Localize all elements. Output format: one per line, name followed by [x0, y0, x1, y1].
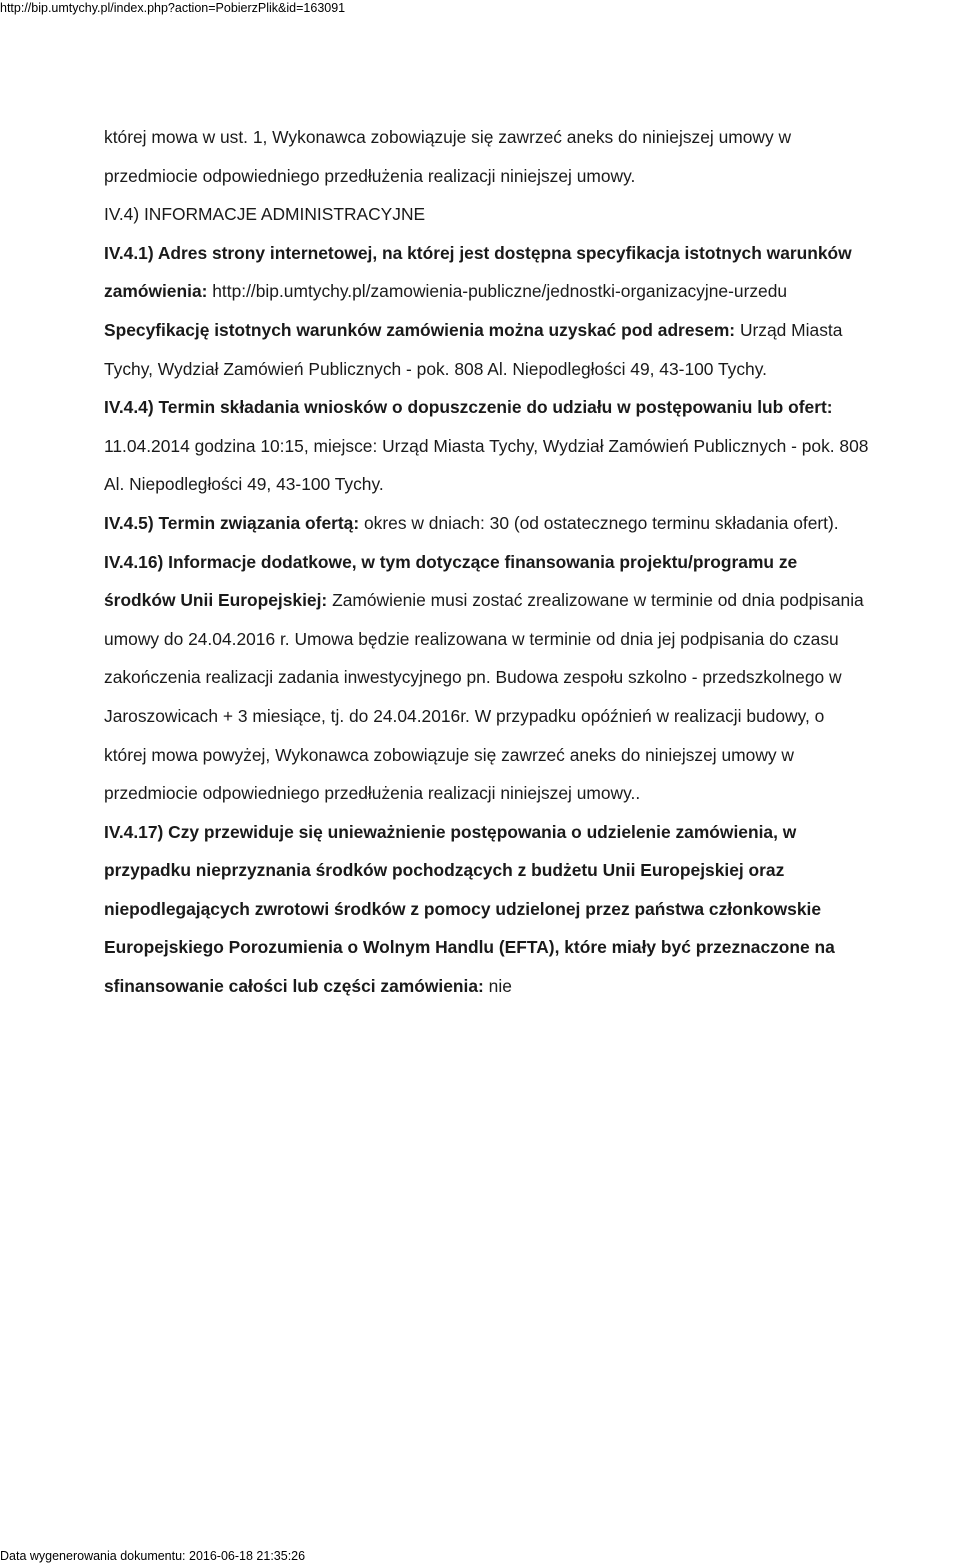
field-value: Urząd Miasta	[739, 319, 843, 340]
field-label: IV.4.1) Adres strony internetowej, na której jest dostępna specyfikacja istotnych warunków	[104, 242, 852, 263]
field-label: IV.4.16) Informacje dodatkowe, w tym dotyczące finansowania projektu/programu ze	[104, 551, 798, 572]
text-line: przedmiocie odpowiedniego przedłużenia realizacji niniejszej umowy..	[104, 783, 641, 804]
document-body	[104, 118, 954, 1006]
text-line: umowy do 24.04.2016 r. Umowa będzie realizowana w terminie od dnia jej podpisania do czasu	[104, 628, 839, 649]
field-label: IV.4.4) Termin składania wniosków o dopuszczenie do udziału w postępowaniu lub ofert:	[104, 397, 833, 418]
text-line: Tychy, Wydział Zamówień Publicznych - pok. 808 Al. Niepodległości 49, 43-100 Tychy.	[104, 358, 767, 379]
spec-url: http://bip.umtychy.pl/zamowienia-publiczne/jednostki-organizacyjne-urzedu	[212, 281, 788, 302]
text-line: której mowa powyżej, Wykonawca zobowiązuje się zawrzeć aneks do niniejszej umowy w	[104, 744, 794, 765]
field-value: Zamówienie musi zostać zrealizowane w terminie od dnia podpisania	[332, 590, 864, 611]
text-line: zakończenia realizacji zadania inwestycyjnego pn. Budowa zespołu szkolno - przedszkolnego w	[104, 667, 842, 688]
text-line: Jaroszowicach + 3 miesiące, tj. do 24.04.2016r. W przypadku opóźnień w realizacji budowy, o	[104, 705, 825, 726]
text-line	[104, 581, 954, 620]
source-url: http://bip.umtychy.pl/index.php?action=PobierzPlik&id=163091	[0, 1, 346, 15]
generated-date: Data wygenerowania dokumentu: 2016-06-18 21:35:26	[0, 1549, 306, 1563]
field-value: nie	[488, 976, 512, 997]
field-label: Europejskiego Porozumienia o Wolnym Handlu (EFTA), które miały być przeznaczone na	[104, 937, 835, 958]
field-label: Specyfikację istotnych warunków zamówienia można uzyskać pod adresem:	[104, 319, 736, 340]
text-line: której mowa w ust. 1, Wykonawca zobowiązuje się zawrzeć aneks do niniejszej umowy w	[104, 127, 792, 147]
text-line: przedmiocie odpowiedniego przedłużenia realizacji niniejszej umowy.	[104, 165, 636, 186]
field-label: przypadku nieprzyznania środków pochodzących z budżetu Unii Europejskiej oraz	[104, 860, 785, 881]
field-value: okres w dniach: 30 (od ostatecznego terminu składania ofert).	[364, 512, 839, 533]
field-label: IV.4.5) Termin związania ofertą:	[104, 512, 360, 533]
text-line	[104, 272, 954, 311]
field-label: środków Unii Europejskiej:	[104, 590, 328, 611]
text-line	[104, 311, 954, 350]
field-label: zamówienia:	[104, 281, 208, 302]
text-line	[104, 967, 954, 1006]
field-label: niepodlegających zwrotowi środków z pomocy udzielonej przez państwa członkowskie	[104, 898, 822, 919]
text-line	[104, 504, 954, 543]
section-heading: IV.4) INFORMACJE ADMINISTRACYJNE	[104, 204, 426, 225]
text-line: 11.04.2014 godzina 10:15, miejsce: Urząd Miasta Tychy, Wydział Zamówień Publicznych - pok. 808	[104, 435, 869, 456]
text-line: Al. Niepodległości 49, 43-100 Tychy.	[104, 474, 384, 495]
field-label: sfinansowanie całości lub części zamówienia:	[104, 976, 484, 997]
field-label: IV.4.17) Czy przewiduje się unieważnienie postępowania o udzielenie zamówienia, w	[104, 821, 797, 842]
